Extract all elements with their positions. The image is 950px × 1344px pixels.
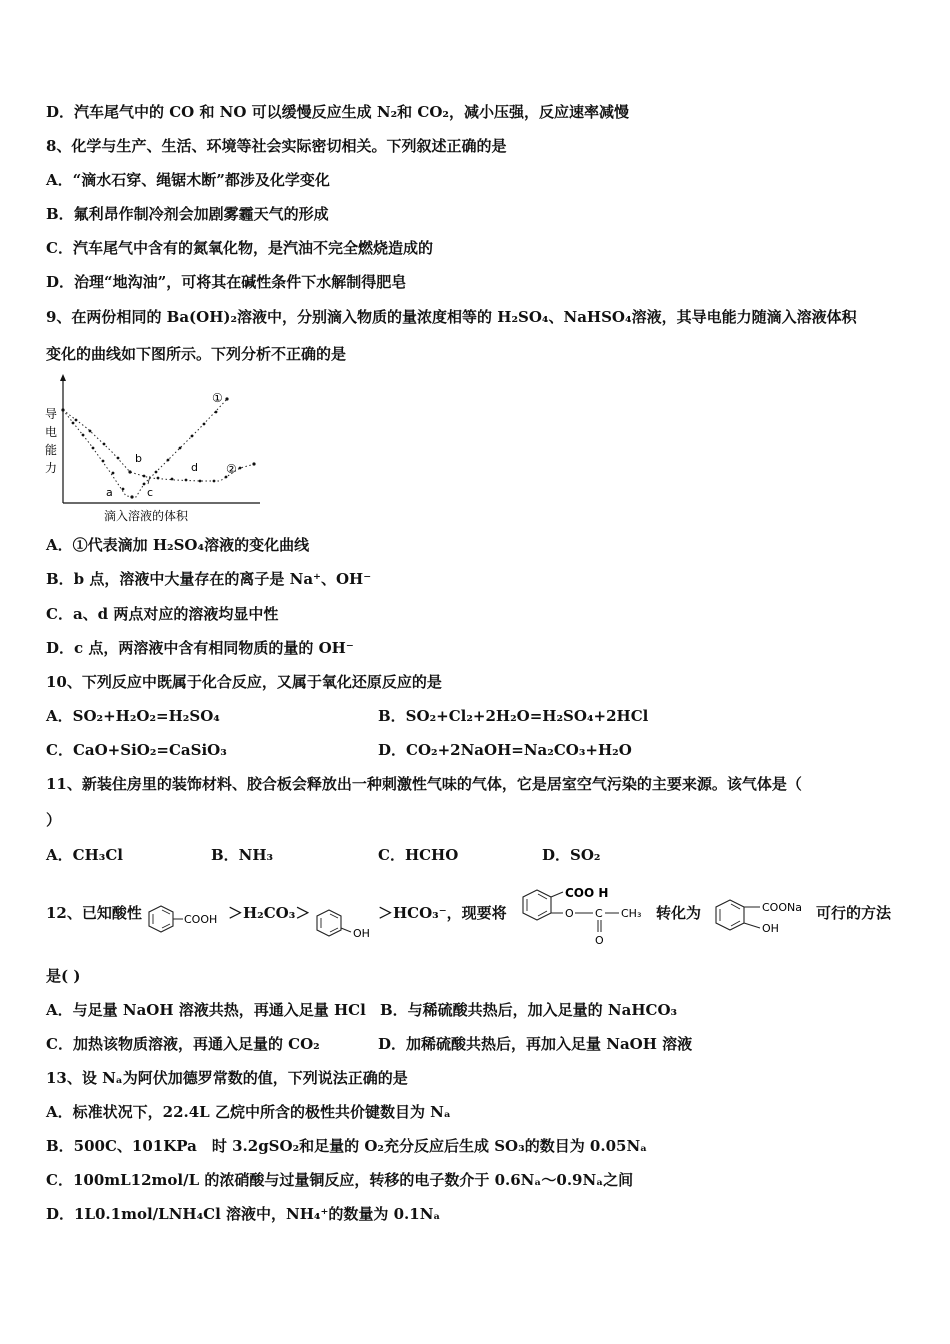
point-c-leader [148, 476, 150, 484]
q12-option-a: A．与足量 NaOH 溶液共热，再通入足量 HCl [46, 1001, 366, 1019]
aspirin-o-label: O [565, 907, 574, 920]
q9-option-b: B．b 点，溶液中大量存在的离子是 Na⁺、OH⁻ [46, 570, 372, 588]
q12-suffix: 可行的方法 [816, 904, 892, 922]
q11-stem-line2: ） [46, 811, 62, 829]
graph-xlabel: 滴入溶液的体积 [104, 509, 189, 523]
aspirin-ch3-label: CH₃ [621, 907, 642, 920]
graph-ylabel-1: 导 [45, 407, 58, 421]
curve-1 [63, 398, 228, 497]
q13-option-b: B．500C、101KPa 时 3.2gSO₂和足量的 O₂充分反应后生成 SO₃的数目为 0.05Nₐ [46, 1137, 648, 1155]
q10-option-a: A．SO₂+H₂O₂=H₂SO₄ [46, 707, 220, 725]
q12-option-c: C．加热该物质溶液，再通入足量的 CO₂ [46, 1035, 320, 1053]
q10-option-d: D．CO₂+2NaOH=Na₂CO₃+H₂O [378, 741, 632, 759]
q7-option-d: D．汽车尾气中的 CO 和 NO 可以缓慢反应生成 N₂和 CO₂，减小压强，反应速率减慢 [46, 103, 629, 121]
q12-compare-2: ＞HCO₃⁻，现要将 [378, 904, 507, 922]
phenol-structure [313, 906, 377, 946]
q12-tail: 是( ) [46, 967, 81, 985]
q9-option-d: D．c 点，两溶液中含有相同物质的量的 OH⁻ [46, 639, 354, 657]
point-b-label: b [135, 452, 142, 465]
q8-option-c: C．汽车尾气中含有的氮氧化物，是汽油不完全燃烧造成的 [46, 239, 433, 257]
q11-option-d: D．SO₂ [542, 846, 601, 864]
graph-ylabel-4: 力 [45, 461, 58, 475]
q11-stem-line1: 11、新装住房里的装饰材料、胶合板会释放出一种刺激性气味的气体，它是居室空气污染的主要来源。该气体是（ [46, 775, 802, 793]
benzoic-cooh-label: COOH [184, 913, 218, 926]
graph-ylabel-2: 电 [45, 425, 58, 439]
point-a-label: a [106, 486, 113, 499]
q12-option-b: B．与稀硫酸共热后，加入足量的 NaHCO₃ [380, 1001, 678, 1019]
benzoic-acid-structure [145, 900, 227, 944]
q10-option-b: B．SO₂+Cl₂+2H₂O=H₂SO₄+2HCl [378, 707, 649, 725]
q8-option-a: A．“滴水石穿、绳锯木断”都涉及化学变化 [46, 171, 330, 189]
q8-stem: 8、化学与生产、生活、环境等社会实际密切相关。下列叙述正确的是 [46, 137, 507, 155]
q12-option-d: D．加稀硫酸共热后，再加入足量 NaOH 溶液 [378, 1035, 693, 1053]
q11-option-c: C．HCHO [378, 846, 459, 864]
q13-option-a: A．标准状况下，22.4L 乙烷中所含的极性共价键数目为 Nₐ [46, 1103, 451, 1121]
q13-option-c: C．100mL12mol/L 的浓硝酸与过量铜反应，转移的电子数介于 0.6Nₐ～0.9Nₐ之间 [46, 1171, 634, 1189]
q11-option-a: A．CH₃Cl [46, 846, 123, 864]
salicylate-coona-label: COONa [762, 901, 802, 914]
q10-option-c: C．CaO+SiO₂=CaSiO₃ [46, 741, 227, 759]
aspirin-carbonyl-o-label: O [595, 934, 604, 947]
aspirin-c-label: C [595, 907, 603, 920]
q9-option-c: C．a、d 两点对应的溶液均显中性 [46, 605, 279, 623]
aspirin-cooh-label: COO H [565, 886, 609, 900]
curve-dots [61, 397, 255, 498]
q8-option-d: D．治理“地沟油”，可将其在碱性条件下水解制得肥皂 [46, 273, 407, 291]
q10-stem: 10、下列反应中既属于化合反应，又属于氧化还原反应的是 [46, 673, 442, 691]
q8-option-b: B．氟利昂作制冷剂会加剧雾霾天气的形成 [46, 205, 329, 223]
q9-option-a: A．①代表滴加 H₂SO₄溶液的变化曲线 [46, 536, 310, 554]
phenol-oh-label: OH [353, 927, 370, 940]
graph-ylabel-3: 能 [45, 443, 58, 457]
q13-stem: 13、设 Nₐ为阿伏加德罗常数的值，下列说法正确的是 [46, 1069, 408, 1087]
q9-stem-line2: 变化的曲线如下图所示。下列分析不正确的是 [46, 345, 347, 363]
q12-convert-text: 转化为 [656, 904, 702, 922]
point-d-label: d [191, 461, 198, 474]
point-c-label: c [147, 486, 154, 499]
q12-prefix: 12、已知酸性 [46, 904, 142, 922]
conductivity-graph [40, 372, 270, 524]
acetylsalicylic-structure [515, 880, 655, 948]
curve-1-label: ① [212, 391, 223, 405]
salicylate-oh-label: OH [762, 922, 779, 935]
q12-compare-1: ＞H₂CO₃＞ [228, 904, 311, 922]
q11-option-b: B．NH₃ [211, 846, 274, 864]
sodium-salicylate-structure [708, 892, 818, 944]
q13-option-d: D．1L0.1mol/LNH₄Cl 溶液中，NH₄⁺的数量为 0.1Nₐ [46, 1205, 441, 1223]
curve-2-label: ② [226, 462, 237, 476]
q9-stem-line1: 9、在两份相同的 Ba(OH)₂溶液中，分别滴入物质的量浓度相等的 H₂SO₄、NaHSO₄溶液，其导电能力随滴入溶液体积 [46, 308, 857, 326]
graph-y-arrow [60, 374, 66, 381]
